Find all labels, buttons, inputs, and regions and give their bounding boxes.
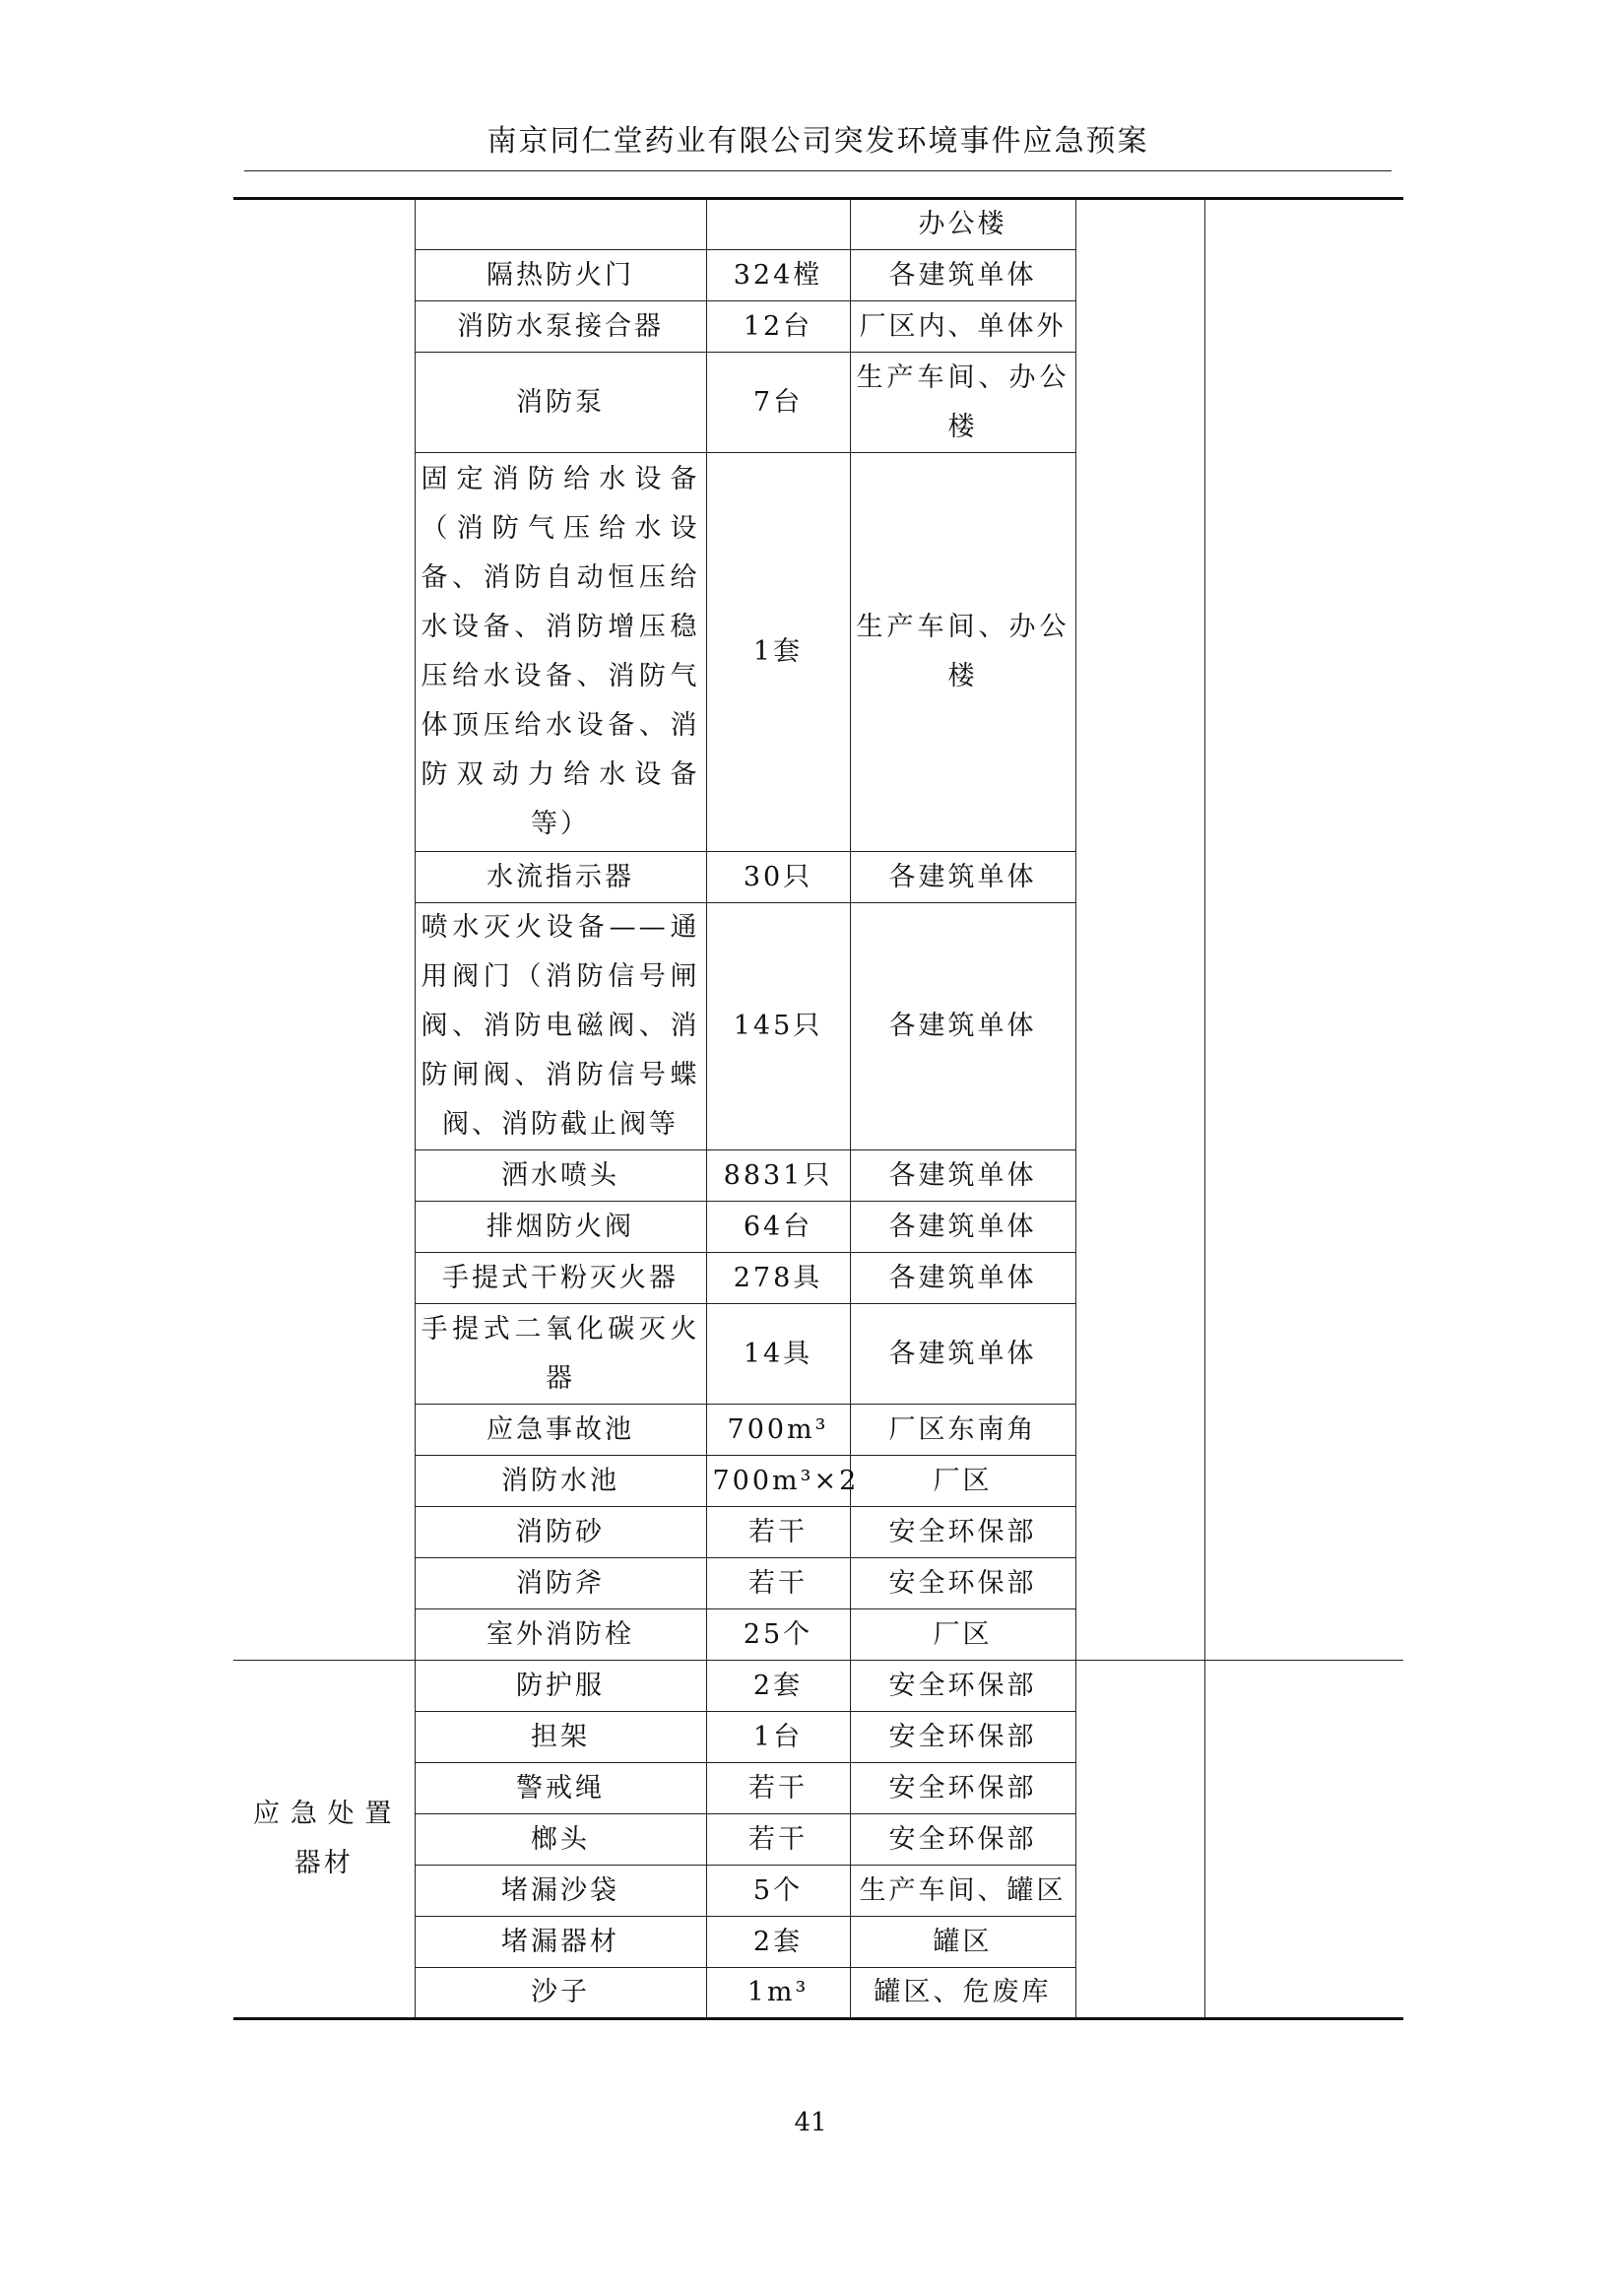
- item-name-cell: 水流指示器: [415, 852, 706, 903]
- item-name-cell: 固定消防给水设备（消防气压给水设备、消防自动恒压给水设备、消防增压稳压给水设备、消防气体顶压给水设备、消防双动力给水设备等）: [415, 453, 706, 852]
- blank-cell: [1204, 199, 1403, 1661]
- quantity-cell: [706, 199, 850, 250]
- equipment-table-body: [233, 199, 1403, 2019]
- quantity-cell: 14具: [706, 1304, 850, 1405]
- category-cell: [233, 199, 415, 1661]
- item-name-cell: [415, 199, 706, 250]
- item-name-cell: 担架: [415, 1712, 706, 1763]
- item-name-cell: 防护服: [415, 1661, 706, 1712]
- quantity-cell: 12台: [706, 301, 850, 353]
- blank-cell: [1075, 199, 1204, 1661]
- location-cell: 厂区东南角: [850, 1405, 1075, 1456]
- quantity-cell: 30只: [706, 852, 850, 903]
- table-row: [233, 199, 1403, 250]
- quantity-cell: 8831只: [706, 1150, 850, 1202]
- location-cell: 生产车间、办公楼: [850, 453, 1075, 852]
- quantity-cell: 1m³: [706, 1968, 850, 2019]
- quantity-cell: 1套: [706, 453, 850, 852]
- location-cell: 安全环保部: [850, 1661, 1075, 1712]
- item-name-cell: 手提式二氧化碳灭火器: [415, 1304, 706, 1405]
- quantity-cell: 278具: [706, 1253, 850, 1304]
- location-cell: 各建筑单体: [850, 1202, 1075, 1253]
- quantity-cell: 2套: [706, 1917, 850, 1968]
- item-name-cell: 消防斧: [415, 1558, 706, 1609]
- item-name-cell: 榔头: [415, 1814, 706, 1866]
- location-cell: 生产车间、罐区: [850, 1866, 1075, 1917]
- location-cell: 各建筑单体: [850, 250, 1075, 301]
- item-name-cell: 室外消防栓: [415, 1609, 706, 1661]
- quantity-cell: 145只: [706, 903, 850, 1150]
- location-cell: 罐区、危废库: [850, 1968, 1075, 2019]
- quantity-cell: 7台: [706, 353, 850, 453]
- table-row: [233, 1661, 1403, 1712]
- location-cell: 各建筑单体: [850, 1150, 1075, 1202]
- location-cell: 罐区: [850, 1917, 1075, 1968]
- location-cell: 厂区: [850, 1609, 1075, 1661]
- blank-cell: [1204, 1661, 1403, 2019]
- location-cell: 安全环保部: [850, 1712, 1075, 1763]
- location-cell: 办公楼: [850, 199, 1075, 250]
- quantity-cell: 5个: [706, 1866, 850, 1917]
- quantity-cell: 2套: [706, 1661, 850, 1712]
- item-name-cell: 消防砂: [415, 1507, 706, 1558]
- item-name-cell: 排烟防火阀: [415, 1202, 706, 1253]
- location-cell: 各建筑单体: [850, 1253, 1075, 1304]
- item-name-cell: 堵漏沙袋: [415, 1866, 706, 1917]
- page-number: 41: [794, 2108, 827, 2137]
- item-name-cell: 堵漏器材: [415, 1917, 706, 1968]
- quantity-cell: 700m³×2: [706, 1456, 850, 1507]
- item-name-cell: 应急事故池: [415, 1405, 706, 1456]
- location-cell: 安全环保部: [850, 1814, 1075, 1866]
- item-name-cell: 手提式干粉灭火器: [415, 1253, 706, 1304]
- item-name-cell: 消防水泵接合器: [415, 301, 706, 353]
- location-cell: 各建筑单体: [850, 1304, 1075, 1405]
- item-name-cell: 沙子: [415, 1968, 706, 2019]
- header-divider: [244, 170, 1392, 171]
- location-cell: 各建筑单体: [850, 852, 1075, 903]
- quantity-cell: 700m³: [706, 1405, 850, 1456]
- quantity-cell: 1台: [706, 1712, 850, 1763]
- quantity-cell: 25个: [706, 1609, 850, 1661]
- item-name-cell: 消防泵: [415, 353, 706, 453]
- blank-cell: [1075, 1661, 1204, 2019]
- quantity-cell: 若干: [706, 1507, 850, 1558]
- location-cell: 安全环保部: [850, 1507, 1075, 1558]
- item-name-cell: 隔热防火门: [415, 250, 706, 301]
- location-cell: 各建筑单体: [850, 903, 1075, 1150]
- item-name-cell: 喷水灭火设备——通用阀门（消防信号闸阀、消防电磁阀、消防闸阀、消防信号蝶阀、消防截止阀等: [415, 903, 706, 1150]
- item-name-cell: 消防水池: [415, 1456, 706, 1507]
- location-cell: 安全环保部: [850, 1763, 1075, 1814]
- location-cell: 安全环保部: [850, 1558, 1075, 1609]
- item-name-cell: 洒水喷头: [415, 1150, 706, 1202]
- item-name-cell: 警戒绳: [415, 1763, 706, 1814]
- quantity-cell: 若干: [706, 1558, 850, 1609]
- equipment-table: [233, 197, 1403, 2020]
- location-cell: 生产车间、办公楼: [850, 353, 1075, 453]
- location-cell: 厂区内、单体外: [850, 301, 1075, 353]
- document-header: 南京同仁堂药业有限公司突发环境事件应急预案: [486, 124, 1149, 159]
- category-cell: 应急处置器材: [233, 1661, 415, 2019]
- quantity-cell: 64台: [706, 1202, 850, 1253]
- location-cell: 厂区: [850, 1456, 1075, 1507]
- quantity-cell: 若干: [706, 1763, 850, 1814]
- quantity-cell: 324樘: [706, 250, 850, 301]
- quantity-cell: 若干: [706, 1814, 850, 1866]
